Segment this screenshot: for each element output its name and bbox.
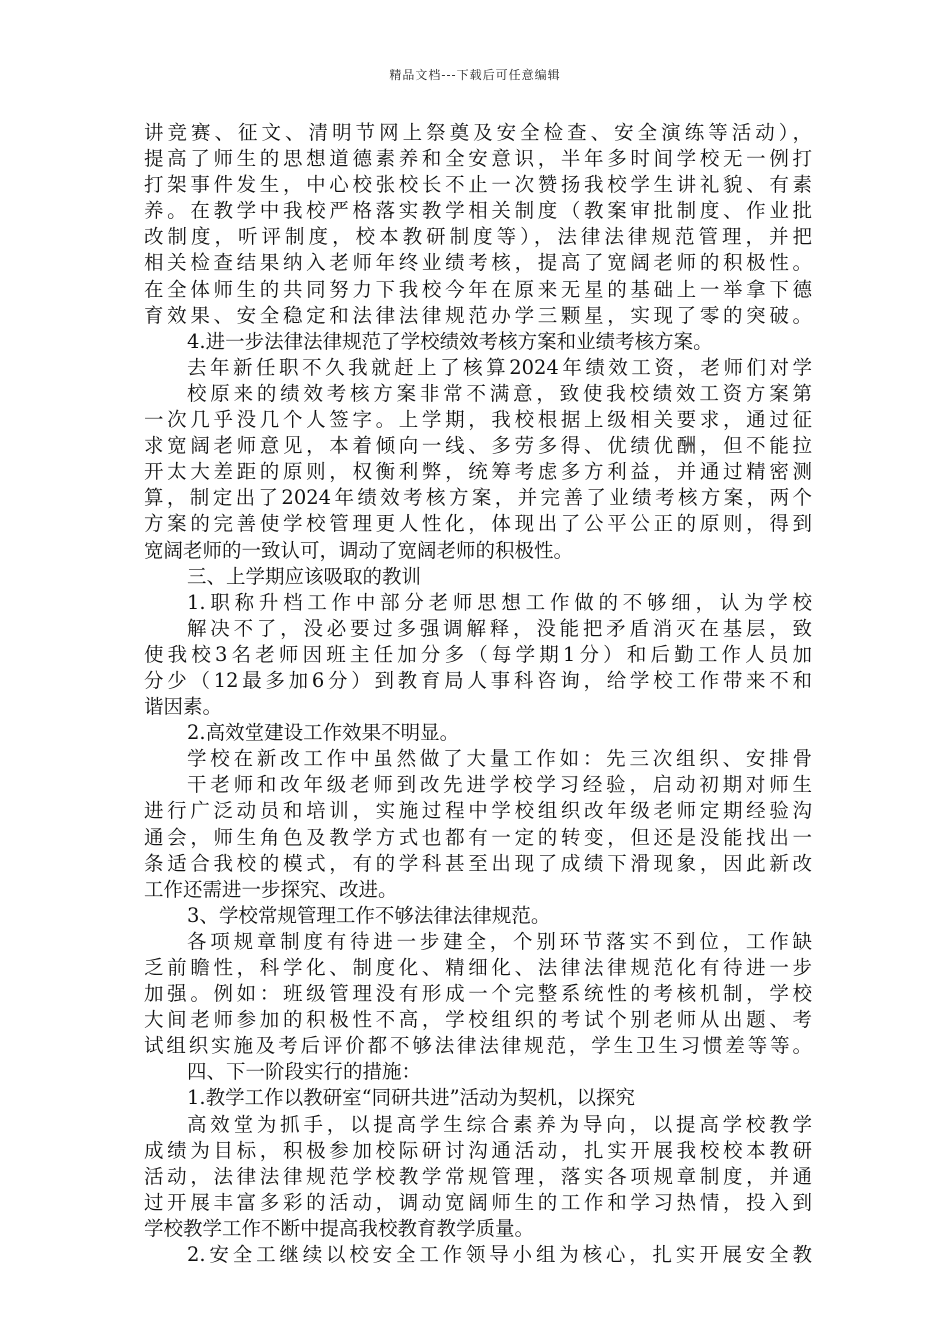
text-line: 条适合我校的模式，有的学科甚至出现了成绩下滑现象，因此新改 — [144, 851, 812, 875]
text-line: 方案的完善使学校管理更人性化，体现出了公平公正的原则，得到 — [144, 512, 812, 536]
text-line: 开太大差距的原则，权衡利弊，统筹考虑多方利益，并通过精密测 — [144, 460, 812, 484]
text-line: 各项规章制度有待进一步建全，个别环节落实不到位，工作缺 — [187, 929, 812, 953]
text-line: 成绩为目标，积极参加校际研讨沟通活动，扎实开展我校校本教研 — [144, 1138, 812, 1162]
text-line: 提高了师生的思想道德素养和全安意识，半年多时间学校无一例打 — [144, 147, 812, 171]
page-header: 精品文档---下载后可任意编辑 — [389, 68, 561, 82]
section-heading: 三、上学期应该吸取的教训 — [187, 564, 422, 588]
subheading: 3、学校常规管理工作不够法律法律规范。 — [187, 903, 551, 927]
text-line: 养。在教学中我校严格落实教学相关制度（教案审批制度、作业批 — [144, 199, 812, 223]
text-line: 学校教学工作不断中提高我校教育教学质量。 — [144, 1216, 535, 1240]
section-heading: 四、下一阶段实行的措施： — [187, 1060, 422, 1084]
text-line: 在全体师生的共同努力下我校今年在原来无星的基础上一举拿下德 — [144, 277, 812, 301]
subheading: 1.教学工作以教研室“同研共进”活动为契机，以探究 — [187, 1086, 636, 1110]
text-line: 校原来的绩效考核方案非常不满意，致使我校绩效工资方案第 — [187, 381, 812, 405]
text-line: 育效果、安全稳定和法律法律规范办学三颗星，实现了零的突破。 — [144, 303, 812, 327]
text-line: 分少（12最多加6分）到教育局人事科咨询，给学校工作带来不和 — [144, 668, 812, 692]
text-line: 过开展丰富多彩的活动，调动宽阔师生的工作和学习热情，投入到 — [144, 1190, 812, 1214]
text-line: 去年新任职不久我就赶上了核算2024年绩效工资，老师们对学 — [187, 355, 812, 379]
text-line: 干老师和改年级老师到改先进学校学习经验，启动初期对师生 — [187, 773, 812, 797]
text-line: 工作还需进一步探究、改进。 — [144, 877, 398, 901]
text-line: 相关检查结果纳入老师年终业绩考核，提高了宽阔老师的积极性。 — [144, 251, 812, 275]
text-line: 求宽阔老师意见，本着倾向一线、多劳多得、优绩优酬，但不能拉 — [144, 434, 812, 458]
text-line: 通会，师生角色及教学方式也都有一定的转变，但还是没能找出一 — [144, 825, 812, 849]
text-line: 高效堂为抓手，以提高学生综合素养为导向，以提高学校教学 — [187, 1112, 812, 1136]
text-line: 学校在新改工作中虽然做了大量工作如：先三次组织、安排骨 — [187, 747, 812, 771]
text-line: 大间老师参加的积极性不高，学校组织的考试个别老师从出题、考 — [144, 1008, 812, 1032]
text-line: 改制度，听评制度，校本教研制度等），法律法律规范管理，并把 — [144, 225, 812, 249]
subheading: 2.安全工继续以校安全工作领导小组为核心，扎实开展安全教 — [187, 1243, 812, 1267]
text-line: 算，制定出了2024年绩效考核方案，并完善了业绩考核方案，两个 — [144, 486, 812, 510]
text-line: 解决不了，没必要过多强调解释，没能把矛盾消灭在基层，致 — [187, 616, 812, 640]
text-line: 活动，法律法律规范学校教学常规管理，落实各项规章制度，并通 — [144, 1164, 812, 1188]
text-line: 谐因素。 — [144, 695, 223, 719]
subheading: 2.高效堂建设工作效果不明显。 — [187, 721, 460, 745]
subheading: 4.进一步法律法律规范了学校绩效考核方案和业绩考核方案。 — [187, 329, 713, 353]
text-line: 乏前瞻性，科学化、制度化、精细化、法律法律规范化有待进一步 — [144, 956, 812, 979]
text-line: 讲竞赛、征文、清明节网上祭奠及安全检查、安全演练等活动）， — [144, 121, 812, 144]
subheading: 1.职称升档工作中部分老师思想工作做的不够细，认为学校 — [187, 590, 812, 614]
text-line: 试组织实施及考后评价都不够法律法律规范，学生卫生习惯差等等。 — [144, 1034, 812, 1058]
document-body — [144, 120, 812, 1268]
text-line: 进行广泛动员和培训，实施过程中学校组织改年级老师定期经验沟 — [144, 799, 812, 823]
text-line: 加强。例如：班级管理没有形成一个完整系统性的考核机制，学校 — [144, 982, 812, 1006]
text-line: 打架事件发生，中心校张校长不止一次赞扬我校学生讲礼貌、有素 — [144, 173, 812, 197]
text-line: 一次几乎没几个人签字。上学期，我校根据上级相关要求，通过征 — [144, 408, 812, 432]
text-line: 使我校3名老师因班主任加分多（每学期1分）和后勤工作人员加 — [144, 642, 812, 666]
text-line: 宽阔老师的一致认可，调动了宽阔老师的积极性。 — [144, 538, 574, 562]
